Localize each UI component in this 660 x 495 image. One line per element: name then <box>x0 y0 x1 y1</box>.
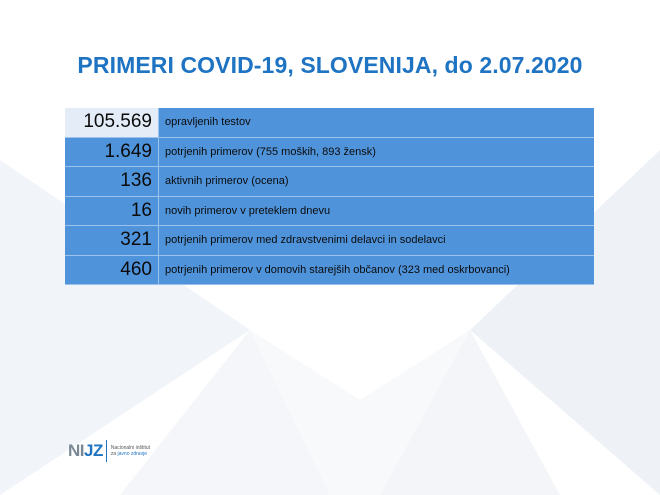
table-row <box>65 108 594 138</box>
stat-label: potrjenih primerov (755 moških, 893 žensk) <box>159 138 594 168</box>
table-row <box>65 197 594 227</box>
logo-mark-left: NI <box>68 441 84 460</box>
logo-line2 <box>111 451 150 457</box>
logo-mark <box>68 441 103 461</box>
stat-label: potrjenih primerov v domovih starejših občanov (323 med oskrbovanci) <box>159 256 594 286</box>
table-row <box>65 256 594 286</box>
stat-value: 460 <box>65 256 159 286</box>
logo-text <box>111 445 150 457</box>
page-title: PRIMERI COVID-19, SLOVENIJA, do 2.07.2020 <box>77 52 583 78</box>
stat-label: potrjenih primerov med zdravstvenimi delavci in sodelavci <box>159 226 594 256</box>
stat-label: novih primerov v preteklem dnevu <box>159 197 594 227</box>
stat-value: 321 <box>65 226 159 256</box>
stat-label: aktivnih primerov (ocena) <box>159 167 594 197</box>
stats-table <box>65 108 594 285</box>
stat-value: 136 <box>65 167 159 197</box>
table-row <box>65 167 594 197</box>
table-row <box>65 138 594 168</box>
logo-line2-emph: javno zdravje <box>117 451 147 457</box>
stat-value: 16 <box>65 197 159 227</box>
table-row <box>65 226 594 256</box>
logo-line2-prefix: za <box>110 451 117 457</box>
logo-line1: Nacionalni inštitut <box>110 445 151 451</box>
stat-label: opravljenih testov <box>159 108 594 138</box>
logo-divider <box>106 440 107 462</box>
stat-value: 1.649 <box>65 138 159 168</box>
logo-mark-right: JZ <box>84 441 103 460</box>
stat-value: 105.569 <box>65 108 159 138</box>
nijz-logo <box>68 440 150 462</box>
